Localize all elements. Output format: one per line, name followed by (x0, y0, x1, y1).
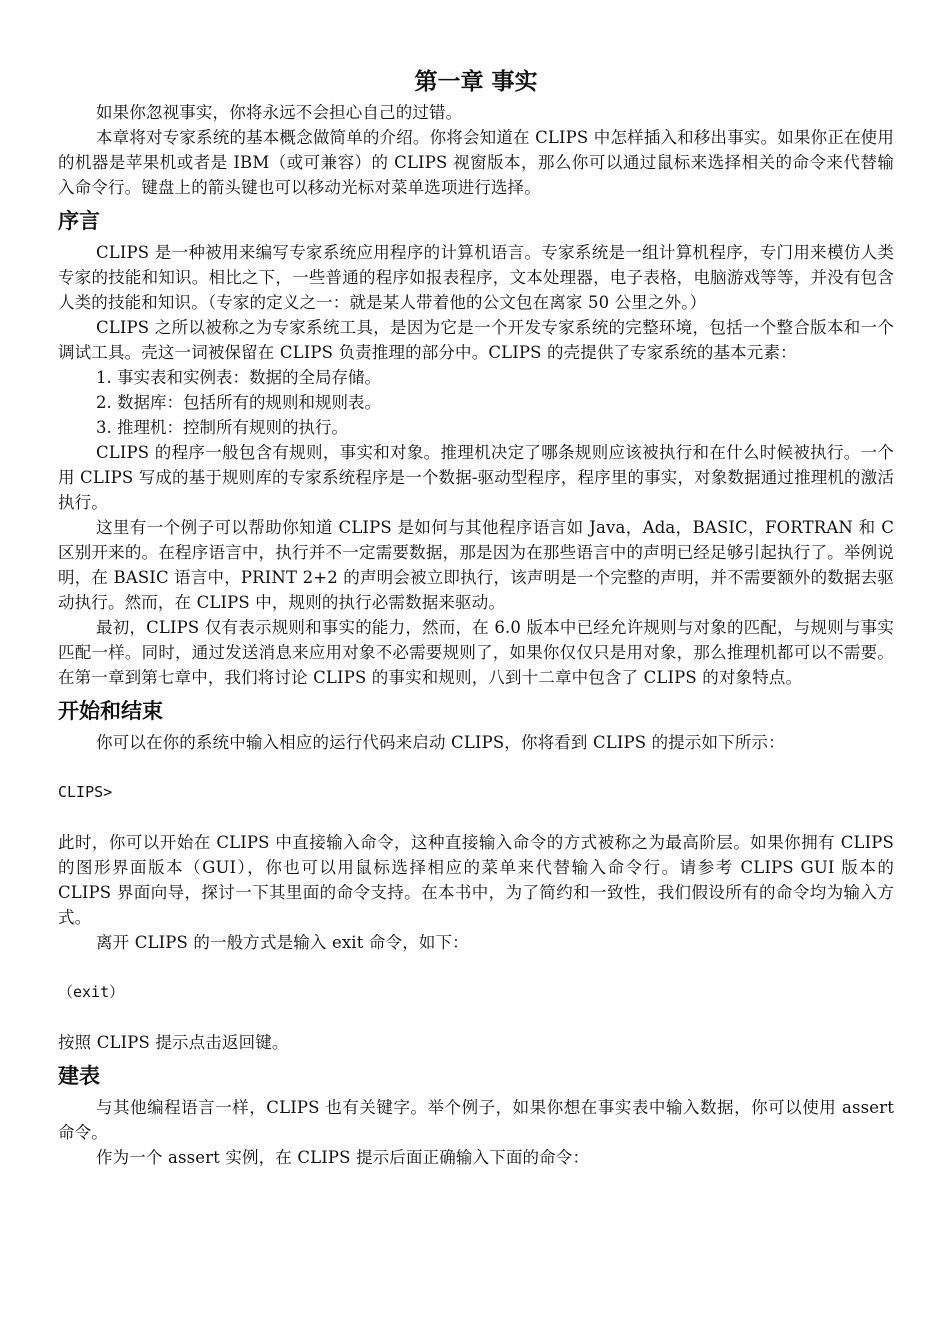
start-paragraph-2: 此时，你可以开始在 CLIPS 中直接输入命令，这种直接输入命令的方式被称之为最高阶层。如果你拥有 CLIPS 的图形界面版本（GUI），你也可以用鼠标选择相应的菜单来代替输入命令行。请参考 CLIPS GUI 版本的 CLIPS 界面向导，探讨一下其里面的命令支持。在本书中，为了简约和一致性，我们假设所有的命令均为输入方式。 (58, 833, 894, 927)
spacer (58, 755, 894, 780)
preface-paragraph-5: 最初，CLIPS 仅有表示规则和事实的能力，然而，在 6.0 版本中已经允许规则与对象的匹配，与规则与事实匹配一样。同时，通过发送消息来应用对象不必需要规则了，如果你仅仅只是用对象，那么推理机都可以不需要。在第一章到第七章中，我们将讨论 CLIPS 的事实和规则，八到十二章中包含了 CLIPS 的对象特点。 (58, 618, 894, 687)
section-heading-start-end: 开始和结束 (58, 699, 163, 723)
spacer (58, 1005, 894, 1030)
intro-paragraph: 本章将对专家系统的基本概念做简单的介绍。你将会知道在 CLIPS 中怎样插入和移出事实。如果你正在使用的机器是苹果机或者是 IBM（或可兼容）的 CLIPS 视窗版本，那么你可以通过鼠标来选择相关的命令来代替输入命令行。键盘上的箭头键也可以移动光标对菜单选项进行选择。 (58, 128, 894, 197)
start-paragraph-4: 按照 CLIPS 提示点击返回键。 (58, 1033, 289, 1052)
build-paragraph-2: 作为一个 assert 实例，在 CLIPS 提示后面正确输入下面的命令： (96, 1148, 590, 1167)
shell-elements-list (58, 365, 894, 440)
start-paragraph-1: 你可以在你的系统中输入相应的运行代码来启动 CLIPS，你将看到 CLIPS 的提示如下所示： (96, 733, 785, 752)
preface-paragraph-4: 这里有一个例子可以帮助你知道 CLIPS 是如何与其他程序语言如 Java，Ada，BASIC，FORTRAN 和 C 区别开来的。在程序语言中，执行并不一定需要数据，那是因为在那些语言中的声明已经足够引起执行了。举例说明，在 BASIC 语言中，PRINT 2+2 的声明会被立即执行，该声明是一个完整的声明，并不需要额外的数据去驱动执行。然而，在 CLIPS 中，规则的执行必需数据来驱动。 (58, 518, 894, 612)
spacer (58, 805, 894, 830)
document-page (58, 64, 894, 1170)
section-heading-build-table: 建表 (58, 1064, 100, 1088)
build-paragraph-1: 与其他编程语言一样，CLIPS 也有关键字。举个例子，如果你想在事实表中输入数据，你可以使用 assert 命令。 (58, 1098, 894, 1142)
preface-paragraph-3: CLIPS 的程序一般包含有规则，事实和对象。推理机决定了哪条规则应该被执行和在什么时候被执行。一个用 CLIPS 写成的基于规则库的专家系统程序是一个数据-驱动型程序，程序里的事实，对象数据通过推理机的激活执行。 (58, 443, 894, 512)
section-heading-preface: 序言 (58, 209, 100, 233)
intro-quote: 如果你忽视事实，你将永远不会担心自己的过错。 (96, 103, 463, 122)
list-item: 3. 推理机：控制所有规则的执行。 (96, 418, 348, 437)
chapter-title: 第一章 事实 (414, 69, 538, 95)
list-item: 1. 事实表和实例表：数据的全局存储。 (96, 368, 381, 387)
clips-prompt-example: CLIPS> (58, 783, 113, 801)
exit-command-example: （exit） (58, 983, 125, 1001)
list-item: 2. 数据库：包括所有的规则和规则表。 (96, 393, 381, 412)
preface-paragraph-1: CLIPS 是一种被用来编写专家系统应用程序的计算机语言。专家系统是一组计算机程序，专门用来模仿人类专家的技能和知识。相比之下，一些普通的程序如报表程序，文本处理器，电子表格，电脑游戏等等，并没有包含人类的技能和知识。（专家的定义之一：就是某人带着他的公文包在离家 50 公里之外。） (58, 243, 894, 312)
preface-paragraph-2: CLIPS 之所以被称之为专家系统工具，是因为它是一个开发专家系统的完整环境，包括一个整合版本和一个调试工具。壳这一词被保留在 CLIPS 负责推理的部分中。CLIPS 的壳提供了专家系统的基本元素： (58, 318, 894, 362)
start-paragraph-3: 离开 CLIPS 的一般方式是输入 exit 命令，如下： (96, 933, 469, 952)
spacer (58, 955, 894, 980)
